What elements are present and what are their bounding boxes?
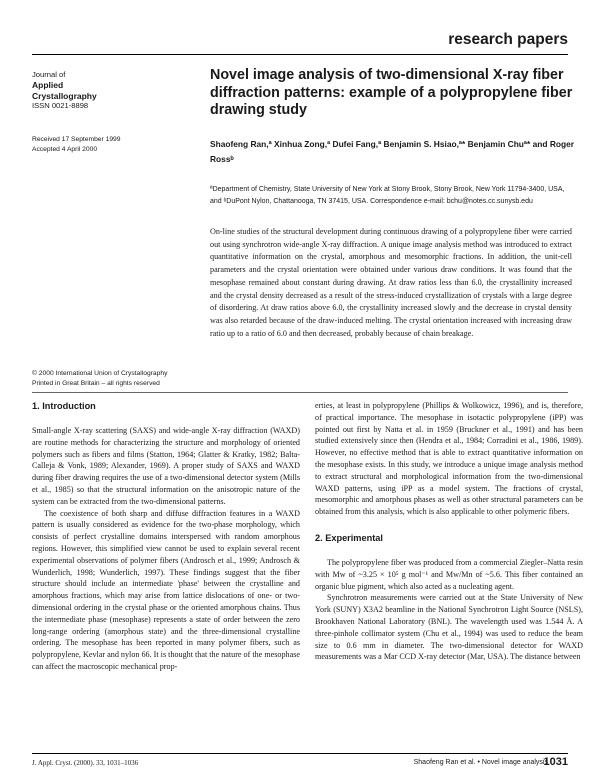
journal-line-1: Journal of — [32, 70, 66, 79]
experimental-paragraph-1: The polypropylene fiber was produced from a commercial Ziegler–Natta resin with Mw of ~3.25 × 10⁵ g mol⁻¹ and Mw/Mn of ~5.6. This fiber contained an organic blue pigment, which also acted as a nucleating agent. — [315, 557, 583, 591]
intro-paragraph-3: erties, at least in polypropylene (Phillips & Wolkowicz, 1996), and is, therefore, of practical importance. The mesophase in isotactic polypropylene (iPP) was pointed out first by Natta et al. in 1959 (Bruckner et al., 1991) and has been studied extensively since then (Hendra et al., 1984; Corradini et al., 1986, 1989). However, no effective method that is able to extract quantitative information on the mesophase exists. In this study, we introduce a unique image analysis method to extract structural and morphological information from the two-dimensional WAXD patterns, using iPP as a model system. The fractions of crystal, mesomorphic and amorphous phases as well as other structural parameters can be obtained from this analysis, which is also applicable to other polymeric fibers. — [315, 401, 583, 517]
copyright-line-2: Printed in Great Britain – all rights reserved — [32, 380, 160, 387]
copyright-line-1: © 2000 International Union of Crystallography — [32, 370, 168, 377]
footer-running-head: Shaofeng Ran et al. • Novel image analysis — [413, 759, 548, 766]
page-number: 1031 — [543, 756, 568, 768]
footer-rule — [32, 753, 568, 754]
experimental-heading: 2. Experimental — [315, 532, 383, 543]
experimental-paragraph-2: Synchrotron measurements were carried out at the State University of New York (SUNY) X3A2 beamline in the National Synchrotron Light Source (NSLS), Brookhaven National Laboratory (BNL). The wavelength used was 1.544 Å. A three-pinhole collimator system (Chu et al., 1994) was used to reduce the beam size to 0.6 mm in diameter. The two-dimensional detector for WAXD measurements was a Mar CCD X-ray detector (Mar, USA). The distance between — [315, 593, 583, 662]
intro-heading: 1. Introduction — [32, 401, 96, 411]
intro-paragraph-1: Small-angle X-ray scattering (SAXS) and wide-angle X-ray diffraction (WAXD) are routine methods for characterizing the structure and morphology of oriented polymers such as fibers and films (Statton, 1964; Glatter & Kratky, 1982; Balta-Calleja & Vonk, 1989; Alexander, 1969). A proper study of SAXS and WAXD during fiber drawing requires the use of a two-dimensional detector system (Mills et al., 1985) so that the structural information on the anisotropic nature of the system can be extracted from the two-dimensional patterns. — [32, 426, 300, 506]
intro-paragraph-2: The coexistence of both sharp and diffuse diffraction features in a WAXD pattern is usually considered as evidence for the two-phase morphology, which consists of perfect crystalline domains interspersed with random amorphous regions. However, this simplified view cannot be used to explain several recent experimental observations of polymer fibers (Androsch et al., 1999; Androsch & Wunderlich, 1998; Wunderlich, 1997). These findings suggest that the fiber structure should include an intermediate 'phase' between the crystalline and amorphous fractions, which may arise from lattice dislocations of one- or two-dimensional ordering in the crystal phase or the oriented amorphous chains. Thus the intermediate phase (mesophase) represents a state of order between the zero long-range ordering (amorphous state) and the three-dimensional crystalline ordering. The mesophase has been reported in many polymer fibers, such as polypropylene, Kevlar and nylon 66. It is thought that the nature of the mesophase can affect the macroscopic mechanical prop- — [32, 508, 300, 671]
journal-block — [32, 70, 202, 111]
journal-line-3: Crystallography — [32, 90, 97, 101]
journal-line-2: Applied — [32, 80, 64, 90]
abstract: On-line studies of the structural development during continuous drawing of a polypropylene fiber were carried out using synchrotron wide-angle X-ray diffraction. A unique image analysis method was introduced to extract quantitative information on the crystal, amorphous and mesomorphic fractions. In addition, the unit-cell parameters and the crystal orientation were obtained under various draw conditions. It was found that the mesophase remained about constant during drawing. At draw ratios less than 6.0, the crystallinity increased and the crystal density decreased as a result of the stress-induced crystallization of crystals with a large degree of disordering. At draw ratios above 6.0, the crystallinity increased slowly and the decrease in crystal density was also retarded because of the draw-induced melting. The crystal orientation increased with increasing draw ratio up to a ratio of 6.0 and then decreased, probably because of chain breakage. — [210, 227, 572, 338]
issn: ISSN 0021-8898 — [32, 101, 89, 110]
right-column — [315, 400, 583, 663]
column-rule — [32, 392, 568, 393]
affiliation: ªDepartment of Chemistry, State University of New York at Stony Brook, Stony Brook, New York 11794-3400, USA, and ᵇDuPont Nylon, Chattanooga, TN 37415, USA. Correspondence e-mail: bchu@notes.cc.sunysb.edu — [210, 186, 565, 205]
article-title: Novel image analysis of two-dimensional X-ray fiber diffraction patterns: example of a polypropylene fiber drawing study — [210, 67, 573, 118]
dates-block — [32, 135, 202, 155]
copyright-block — [32, 369, 204, 389]
author-list: Shaofeng Ran,ª Xinhua Zong,ª Dufei Fang,ª Benjamin S. Hsiao,ª* Benjamin Chuª* and Roger Rossᵇ — [210, 139, 575, 164]
section-header: research papers — [448, 31, 568, 48]
footer-citation: J. Appl. Cryst. (2000). 33, 1031–1036 — [32, 759, 139, 767]
received-date: Received 17 September 1999 — [32, 136, 121, 143]
header-rule — [32, 54, 568, 55]
accepted-date: Accepted 4 April 2000 — [32, 146, 98, 153]
left-column — [32, 400, 300, 673]
